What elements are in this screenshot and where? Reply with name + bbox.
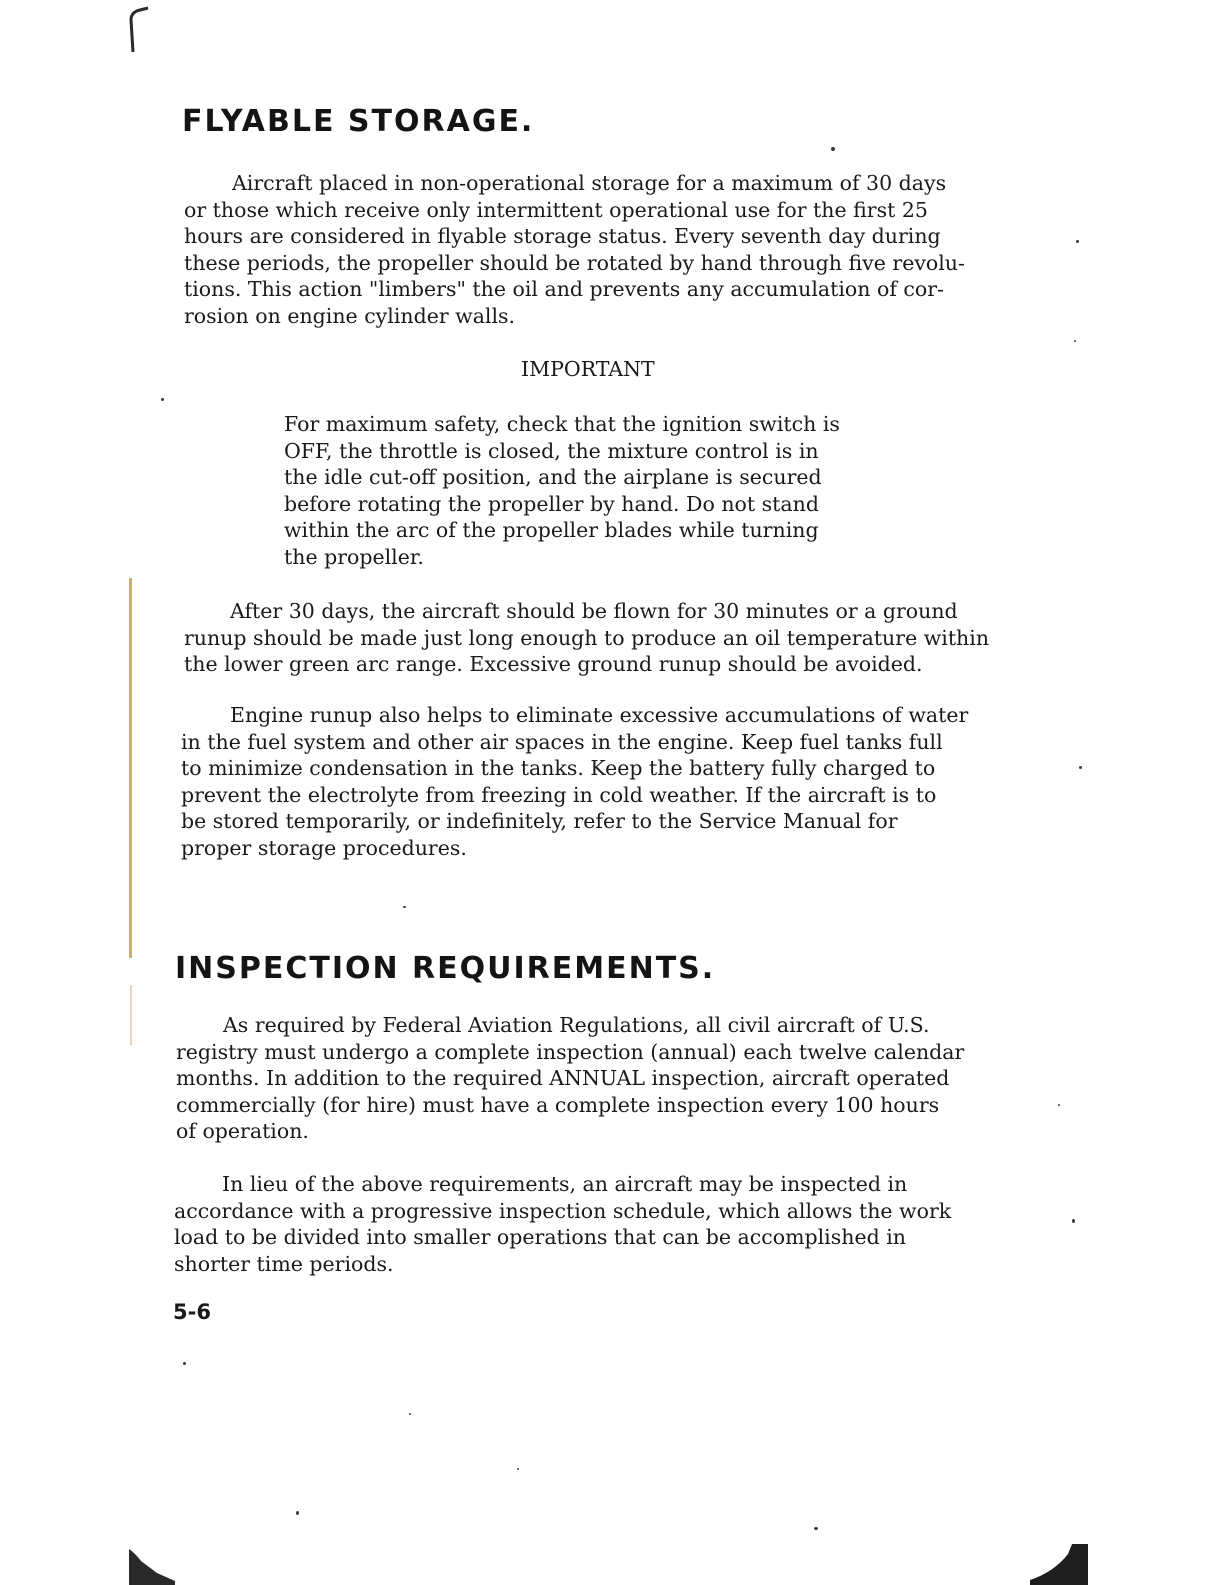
dust-speck — [161, 398, 164, 401]
binding-stain-lower — [130, 985, 132, 1045]
progressive-inspection-paragraph — [174, 1171, 951, 1277]
bottom-left-corner-artifact — [127, 1543, 177, 1585]
paragraph-line: these periods, the propeller should be rotated by hand through five revolu- — [184, 250, 965, 275]
dust-speck — [1079, 766, 1082, 769]
note-line: within the arc of the propeller blades while turning — [284, 518, 819, 543]
note-line: the propeller. — [284, 544, 424, 569]
paragraph-line: runup should be made just long enough to produce an oil temperature within — [184, 625, 990, 650]
engine-runup-paragraph — [181, 702, 968, 862]
paragraph-line: commercially (for hire) must have a complete inspection every 100 hours — [176, 1092, 940, 1117]
paragraph-line: rosion on engine cylinder walls. — [184, 303, 516, 328]
paragraph-line: in the fuel system and other air spaces in the engine. Keep fuel tanks full — [181, 729, 943, 754]
binding-corner-mark — [128, 6, 150, 54]
note-line: before rotating the propeller by hand. Do not stand — [284, 491, 819, 516]
paragraph-line: hours are considered in flyable storage status. Every seventh day during — [184, 224, 941, 249]
paragraph-line: prevent the electrolyte from freezing in cold weather. If the aircraft is to — [181, 782, 937, 807]
paragraph-line: After 30 days, the aircraft should be flown for 30 minutes or a ground — [230, 599, 958, 623]
paragraph-line: registry must undergo a complete inspection (annual) each twelve calendar — [176, 1039, 965, 1064]
paragraph-line: Engine runup also helps to eliminate excessive accumulations of water — [230, 703, 969, 727]
paragraph-line: Aircraft placed in non-operational storage for a maximum of 30 days — [232, 171, 947, 195]
paragraph-line: or those which receive only intermittent operational use for the first 25 — [184, 197, 928, 222]
paragraph-line: accordance with a progressive inspection schedule, which allows the work — [174, 1198, 952, 1223]
dust-speck — [517, 1468, 519, 1470]
note-line: For maximum safety, check that the ignition switch is — [284, 412, 840, 436]
paragraph-line: As required by Federal Aviation Regulations, all civil aircraft of U.S. — [223, 1013, 930, 1037]
after-30-days-paragraph — [184, 598, 989, 678]
dust-speck — [296, 1511, 299, 1515]
dust-speck — [183, 1362, 186, 1365]
paragraph-line: be stored temporarily, or indefinitely, refer to the Service Manual for — [181, 809, 898, 834]
binding-stain — [129, 578, 132, 958]
dust-speck — [1076, 240, 1079, 243]
paragraph-line: to minimize condensation in the tanks. Keep the battery fully charged to — [181, 756, 936, 781]
flyable-storage-paragraph — [184, 170, 965, 330]
dust-speck — [814, 1527, 818, 1530]
note-line: OFF, the throttle is closed, the mixture control is in — [284, 438, 819, 463]
dust-speck — [403, 906, 406, 908]
flyable-storage-heading: FLYABLE STORAGE. — [182, 104, 535, 139]
inspection-paragraph — [176, 1012, 964, 1145]
paragraph-line: proper storage procedures. — [181, 835, 467, 860]
dust-speck — [831, 147, 835, 151]
paragraph-line: load to be divided into smaller operations that can be accomplished in — [174, 1225, 906, 1250]
paragraph-line: the lower green arc range. Excessive ground runup should be avoided. — [184, 652, 923, 677]
note-line: the idle cut-off position, and the airplane is secured — [284, 465, 822, 490]
inspection-requirements-heading: INSPECTION REQUIREMENTS. — [175, 951, 716, 986]
important-note — [284, 411, 840, 571]
paragraph-line: In lieu of the above requirements, an aircraft may be inspected in — [222, 1172, 908, 1196]
paragraph-line: of operation. — [176, 1119, 309, 1144]
dust-speck — [1058, 1104, 1060, 1106]
dust-speck — [1074, 340, 1076, 342]
paragraph-line: months. In addition to the required ANNUAL inspection, aircraft operated — [176, 1066, 950, 1091]
bottom-right-corner-artifact — [1030, 1540, 1090, 1585]
page-number: 5-6 — [173, 1300, 211, 1324]
dust-speck — [1072, 1219, 1075, 1223]
important-label: IMPORTANT — [521, 357, 655, 381]
paragraph-line: tions. This action "limbers" the oil and prevents any accumulation of cor- — [184, 277, 944, 302]
dust-speck — [409, 1413, 411, 1415]
paragraph-line: shorter time periods. — [174, 1251, 394, 1276]
